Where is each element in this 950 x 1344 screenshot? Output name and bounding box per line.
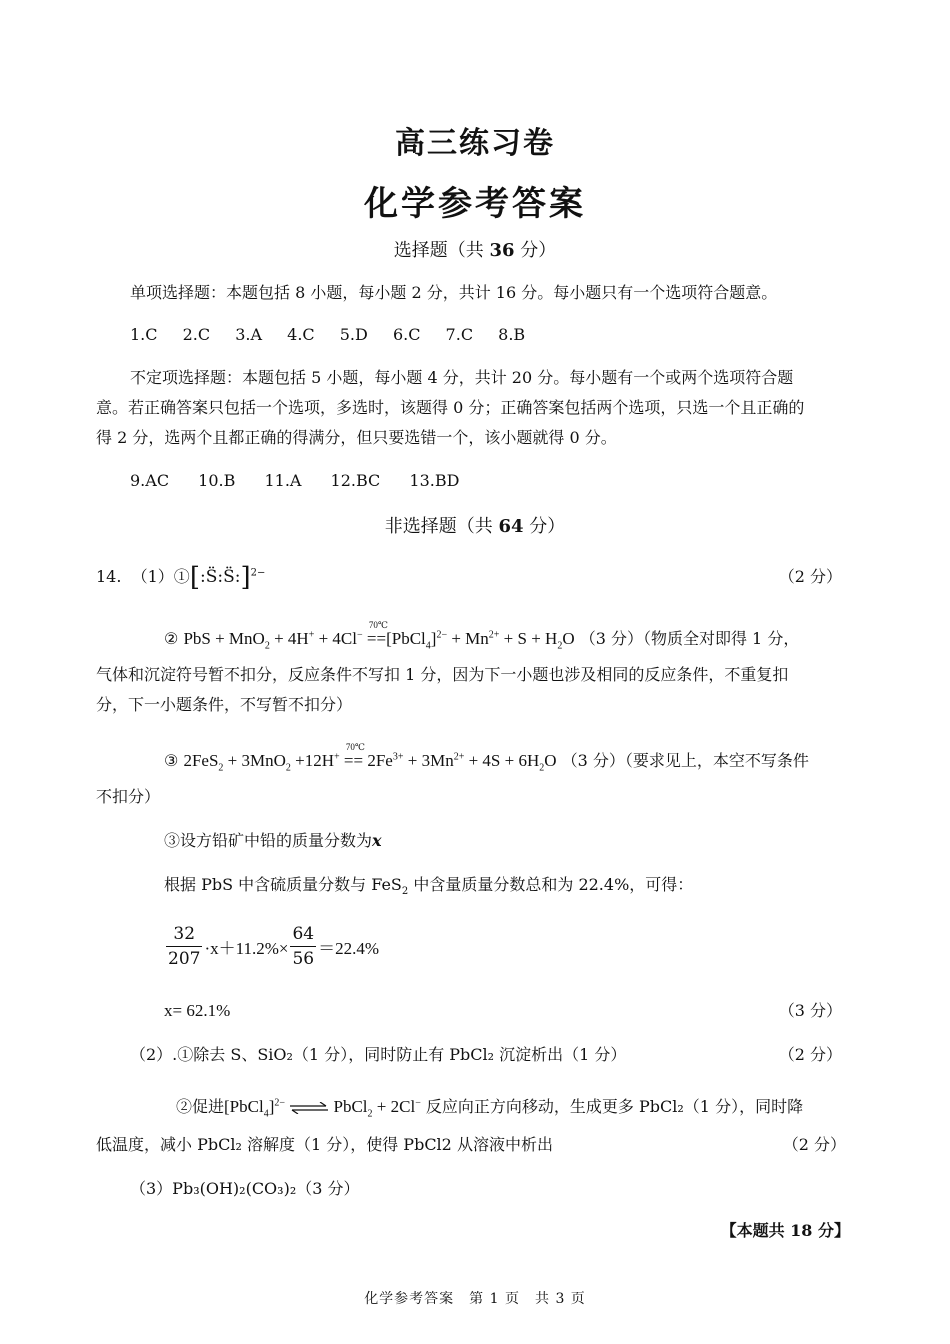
answer-item: 7.C: [445, 325, 474, 344]
multi-choice-answers: [130, 466, 459, 496]
single-choice-answers: [130, 320, 525, 350]
answer-item: 2.C: [182, 325, 211, 344]
q14-part3: （3）Pb₃(OH)₂(CO₃)₂（3 分）: [130, 1179, 360, 1198]
q14-equation-2: ② PbS + MnO$_2$ + 4H+ + 4Cl− 70℃ ==[PbCl$_4$]$^{2-}$ + $Mn^{2+} + S + H_2O$ （3 分）（物质全对即得 1 分，: [164, 624, 799, 654]
answer-item: 11.A: [264, 471, 302, 490]
reaction-condition: 70℃: [345, 742, 365, 752]
q14-total-score: 【本题共 18 分】: [720, 1221, 850, 1240]
answer-item: 9.AC: [130, 471, 170, 490]
multi-choice-intro-3: 得 2 分，选两个且都正确的得满分，但只要选错一个，该小题就得 0 分。: [96, 428, 617, 447]
q14-part2-score: （2 分）: [778, 1045, 842, 1064]
multi-choice-intro-2: 意。若正确答案只包括一个选项，多选时，该题得 0 分；正确答案包括两个选项，只选一个且正确的: [96, 398, 805, 417]
answer-item: 13.BD: [409, 471, 460, 490]
q14-equation-2-note-2: 气体和沉淀符号暂不扣分，反应条件不写扣 1 分，因为下一小题也涉及相同的反应条件，不重复扣: [96, 665, 789, 684]
single-choice-intro: 单项选择题：本题包括 8 小题，每小题 2 分，共计 16 分。每小题只有一个选项符合题意。: [130, 283, 778, 302]
q14-calc-intro: ③设方铅矿中铅的质量分数为x: [164, 831, 382, 850]
answer-item: 10.B: [198, 471, 236, 490]
q14-part2-b-score: （2 分）: [782, 1135, 846, 1154]
q14-part1: 14. （1）①[:S̈:S̈:]$^{2-}$: [96, 562, 266, 593]
answer-item: 8.B: [498, 325, 526, 344]
q14-part2-b-line2: 低温度，减小 PbCl₂ 溶解度（1 分），使得 PbCl2 从溶液中析出: [96, 1135, 553, 1154]
q14-part2-b: ②促进[PbCl$_4$]$^{2-}$ PbCl$_2$ + 2Cl− 反应向正方向移动，生成更多 PbCl₂（1 分），同时降: [176, 1097, 804, 1120]
answer-item: 12.BC: [330, 471, 381, 490]
answer-item: 4.C: [287, 325, 315, 344]
fraction: $\frac{32}{207}$: [168, 924, 201, 969]
answer-item: 1.C: [130, 325, 158, 344]
answer-item: 6.C: [392, 325, 421, 344]
multi-choice-intro-1: 不定项选择题：本题包括 5 小题，每小题 4 分，共计 20 分。每小题有一个或两个选项符合题: [130, 368, 794, 387]
q14-equation-3-note-2: 不扣分）: [96, 787, 161, 806]
q14-part1-score: （2 分）: [778, 567, 842, 586]
question-number: 14.: [96, 567, 122, 586]
fraction: $\frac{64}{56}$: [292, 924, 315, 969]
q14-part2: （2）.①除去 S、SiO₂（1 分），同时防止有 PbCl₂ 沉淀析出（1 分）: [130, 1045, 627, 1064]
section-nonchoice-title: 非选择题（共 64 分）: [384, 516, 566, 537]
answer-item: 5.D: [339, 325, 368, 344]
q14-calc-result: x= 62.1%: [164, 1001, 231, 1020]
q14-calc-basis: 根据 PbS 中含硫质量分数与 FeS$_2$ 中含量质量分数总和为 22.4%，可得：: [164, 875, 694, 898]
answer-item: 3.A: [235, 325, 263, 344]
q14-calc-equation: $\frac{32}{207}$ ·x＋11.2%× $\frac{64}{56}$ ＝22.4%: [168, 924, 380, 969]
disulfide-lewis-structure: [:S̈:S̈:]: [189, 562, 251, 593]
answer-title: 化学参考答案: [364, 184, 586, 224]
q14-equation-2-note-3: 分，下一小题条件，不写暂不扣分）: [96, 695, 353, 714]
reaction-condition: 70℃: [368, 620, 388, 630]
q14-calc-score: （3 分）: [778, 1001, 842, 1020]
section-choice-title: 选择题（共 36 分）: [393, 240, 557, 261]
exam-title: 高三练习卷: [395, 126, 555, 161]
q14-equation-3: ③ 2FeS$_2$ + 3MnO$_2$ +12H+ 70℃ == $2Fe^{3+} + 3Mn^{2+} + 4S + 6H_2O$ （3 分）（要求见上，本空不写条件: [164, 746, 809, 776]
page-footer: 化学参考答案 第 1 页 共 3 页: [364, 1291, 586, 1307]
equilibrium-arrow-icon: [289, 1102, 329, 1114]
